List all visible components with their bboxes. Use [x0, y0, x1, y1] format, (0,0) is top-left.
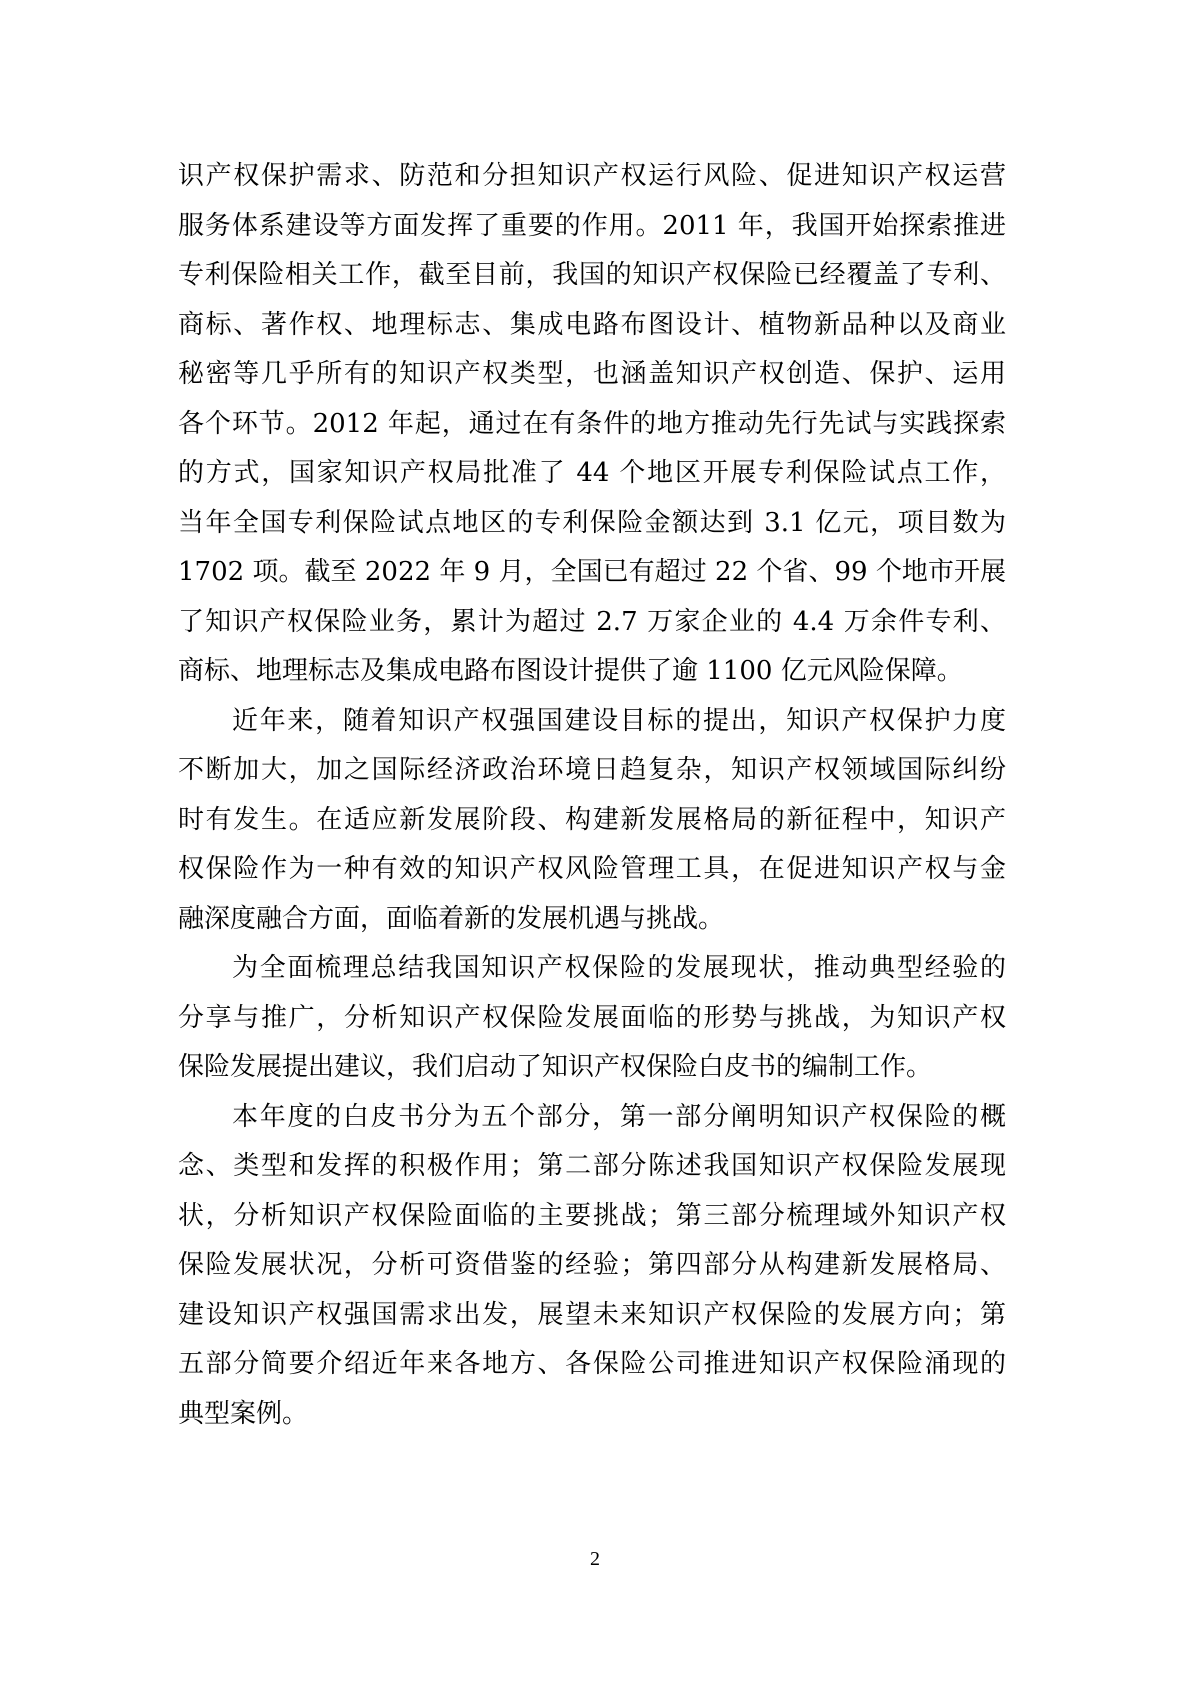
text-line: 不断加大，加之国际经济政治环境日趋复杂，知识产权领域国际纠纷 [178, 755, 1006, 785]
text-line: 建设知识产权强国需求出发，展望未来知识产权保险的发展方向；第 [178, 1299, 1006, 1330]
page-number: 2 [590, 1548, 600, 1570]
paragraph [178, 944, 1006, 1093]
text-line: 状，分析知识产权保险面临的主要挑战；第三部分梳理域外知识产权 [178, 1200, 1006, 1231]
text-line: 的方式，国家知识产权局批准了 44 个地区开展专利保险试点工作， [178, 458, 1006, 488]
text-line: 本年度的白皮书分为五个部分，第一部分阐明知识产权保险的概 [232, 1101, 1006, 1132]
text-line: 近年来，随着知识产权强国建设目标的提出，知识产权保护力度 [232, 705, 1006, 736]
paragraph [178, 1093, 1006, 1440]
text-line: 典型案例。 [178, 1398, 309, 1429]
body-text [178, 152, 1006, 1439]
text-line: 了知识产权保险业务，累计为超过 2.7 万家企业的 4.4 万余件专利、 [178, 606, 1006, 637]
text-line: 服务体系建设等方面发挥了重要的作用。2011 年，我国开始探索推进 [178, 210, 1006, 241]
text-line: 商标、著作权、地理标志、集成电路布图设计、植物新品种以及商业 [178, 309, 1006, 340]
text-line: 秘密等几乎所有的知识产权类型，也涵盖知识产权创造、保护、运用 [178, 359, 1006, 389]
text-line: 分享与推广，分析知识产权保险发展面临的形势与挑战，为知识产权 [178, 1002, 1006, 1033]
text-line: 当年全国专利保险试点地区的专利保险金额达到 3.1 亿元，项目数为 [178, 507, 1006, 538]
text-line: 融深度融合方面，面临着新的发展机遇与挑战。 [178, 903, 725, 934]
text-line: 时有发生。在适应新发展阶段、构建新发展格局的新征程中，知识产 [178, 804, 1006, 835]
text-line: 保险发展状况，分析可资借鉴的经验；第四部分从构建新发展格局、 [178, 1250, 1006, 1280]
text-line: 各个环节。2012 年起，通过在有条件的地方推动先行先试与实践探索 [178, 408, 1006, 439]
text-line: 五部分简要介绍近年来各地方、各保险公司推进知识产权保险涌现的 [178, 1349, 1006, 1379]
text-line: 1702 项。截至 2022 年 9 月，全国已有超过 22 个省、99 个地市开展 [178, 557, 1006, 587]
text-line: 权保险作为一种有效的知识产权风险管理工具，在促进知识产权与金 [178, 854, 1006, 884]
text-line: 念、类型和发挥的积极作用；第二部分陈述我国知识产权保险发展现 [178, 1151, 1006, 1181]
text-line: 商标、地理标志及集成电路布图设计提供了逾 1100 亿元风险保障。 [178, 656, 963, 686]
paragraph [178, 152, 1006, 697]
text-line: 专利保险相关工作，截至目前，我国的知识产权保险已经覆盖了专利、 [178, 260, 1006, 290]
text-line: 保险发展提出建议，我们启动了知识产权保险白皮书的编制工作。 [178, 1052, 933, 1082]
text-line: 识产权保护需求、防范和分担知识产权运行风险、促进知识产权运营 [178, 161, 1006, 191]
text-line: 为全面梳理总结我国知识产权保险的发展现状，推动典型经验的 [232, 953, 1006, 983]
paragraph [178, 697, 1006, 945]
